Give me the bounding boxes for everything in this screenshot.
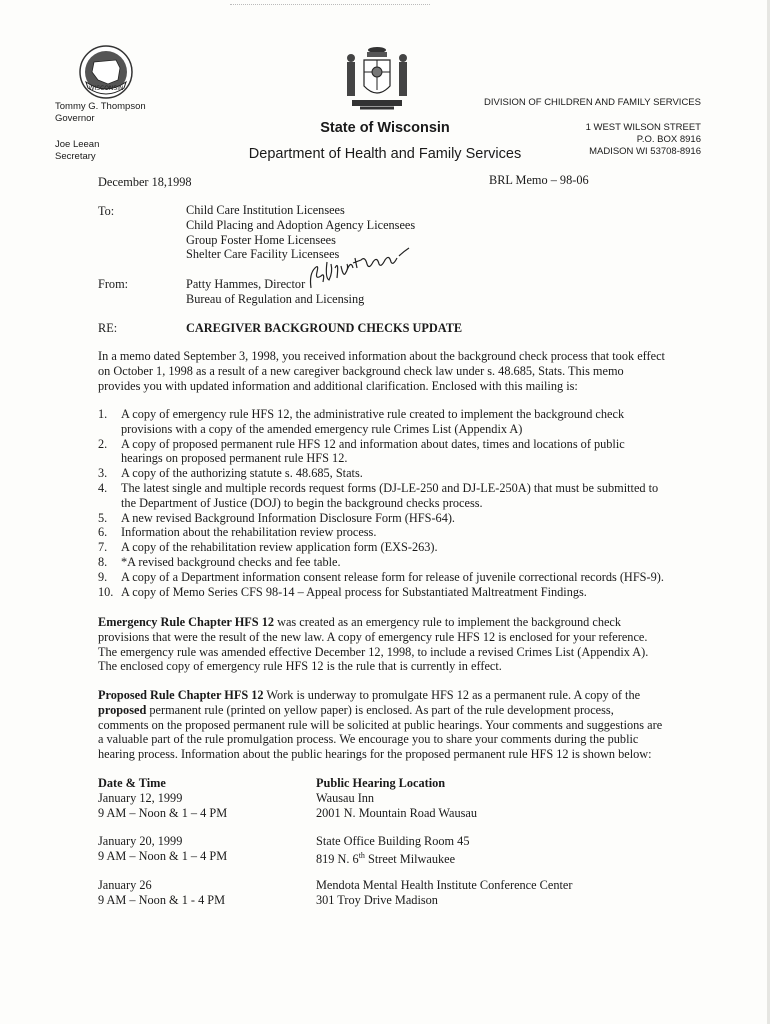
item-text: A copy of the authorizing statute s. 48.685, Stats. xyxy=(121,466,363,481)
from-label: From: xyxy=(98,277,129,291)
col-header-date: Date & Time xyxy=(98,776,166,790)
handwritten-signature xyxy=(305,238,415,296)
hearing-date-time xyxy=(98,834,227,864)
item-number: 7. xyxy=(98,540,108,555)
item-text: A copy of the rehabilitation review application form (EXS-263). xyxy=(121,540,438,555)
item-number: 10. xyxy=(98,584,114,599)
re-label: RE: xyxy=(98,321,118,335)
location-address: 301 Troy Drive Madison xyxy=(316,892,438,907)
hearing-date: January 26 xyxy=(98,878,152,892)
hearing-time: 9 AM – Noon & 1 – 4 PM xyxy=(98,805,228,820)
governor-title: Governor xyxy=(55,113,95,124)
item-number: 9. xyxy=(98,569,108,584)
hearing-location xyxy=(316,834,469,867)
item-text: A new revised Background Information Disclosure Form (HFS-64). xyxy=(121,510,456,525)
item-number: 1. xyxy=(98,407,108,421)
recipient-item: Group Foster Home Licensees xyxy=(186,232,336,247)
address-line-1: 1 WEST WILSON STREET xyxy=(585,122,701,133)
location-address xyxy=(316,849,469,867)
recipient-item: Child Placing and Adoption Agency Licensees xyxy=(186,217,416,232)
item-text: A copy of Memo Series CFS 98-14 – Appeal process for Substantiated Maltreatment Findings. xyxy=(121,584,587,599)
location-address: 2001 N. Mountain Road Wausau xyxy=(316,805,478,820)
emergency-rule-heading: Emergency Rule Chapter HFS 12 xyxy=(98,615,275,629)
hearing-location xyxy=(316,791,477,821)
emergency-rule-body: was created as an emergency rule to implement the background check provisions that were the result of the new law. A copy of emergency rule HFS 12 is enclosed for your reference. The emergency rule was amended effective December 12, 1998, to include a revised Crimes List (Appendix A). The enclosed copy of emergency rule HFS 12 is the rule that is currently in effect. xyxy=(98,615,649,674)
state-seal-icon xyxy=(340,42,414,116)
governor-seal-logo xyxy=(78,44,134,100)
proposed-rule-body-1: Work is underway to promulgate HFS 12 as a permanent rule. A copy of the xyxy=(263,688,641,702)
hearing-date: January 20, 1999 xyxy=(98,834,183,848)
proposed-rule-body-2: permanent rule (printed on yellow paper) is enclosed. As part of the rule development process, comments on the proposed permanent rule will be solicited at public hearings. Your comments and suggestions are a valuable part of the rule promulgation process. We encourage you to share your comments during the public hearing process. Information about the public hearings for the proposed permanent rule HFS 12 is shown below: xyxy=(98,702,663,762)
intro-paragraph: In a memo dated September 3, 1998, you received information about the background check process that took effect on October 1, 1998 as a result of a new caregiver background check law under s. 48.685, Stats. This memo provides you with updated information and additional clarification. Enclosed with this mailing is: xyxy=(98,349,665,393)
address-line-3: MADISON WI 53708-8916 xyxy=(589,146,701,157)
governor-name: Tommy G. Thompson xyxy=(55,101,146,112)
list-item xyxy=(98,585,668,600)
list-item xyxy=(98,466,668,481)
recipient-item: Shelter Care Facility Licensees xyxy=(186,247,340,262)
proposed-rule-paragraph xyxy=(98,688,665,762)
item-number: 8. xyxy=(98,554,108,569)
subject-line: CAREGIVER BACKGROUND CHECKS UPDATE xyxy=(186,321,463,335)
item-number: 4. xyxy=(98,480,108,495)
address-part: 819 N. 6 xyxy=(316,851,359,866)
list-item xyxy=(98,525,668,540)
state-title: State of Wisconsin xyxy=(320,120,450,136)
memo-number: BRL Memo – 98-06 xyxy=(489,173,589,187)
location-name: Mendota Mental Health Institute Conference Center xyxy=(316,878,573,892)
svg-text:WISCONSIN: WISCONSIN xyxy=(88,85,124,92)
enclosure-list xyxy=(98,407,668,599)
list-item xyxy=(98,555,668,570)
hearing-time: 9 AM – Noon & 1 - 4 PM xyxy=(98,892,226,907)
memo-date: December 18,1998 xyxy=(98,175,192,189)
item-number: 6. xyxy=(98,525,108,540)
division-name: DIVISION OF CHILDREN AND FAMILY SERVICES xyxy=(484,97,701,108)
list-item xyxy=(98,437,668,467)
secretary-name: Joe Leean xyxy=(55,139,100,150)
hearing-date-time xyxy=(98,791,227,821)
secretary-title: Secretary xyxy=(55,151,96,162)
list-item xyxy=(98,540,668,555)
item-text: Information about the rehabilitation review process. xyxy=(121,525,377,540)
sender-name: Patty Hammes, Director xyxy=(186,277,306,291)
list-item xyxy=(98,570,668,585)
address-ordinal: th xyxy=(358,850,365,860)
to-label: To: xyxy=(98,204,115,218)
sender-bureau: Bureau of Regulation and Licensing xyxy=(186,291,365,306)
scan-artifact-line xyxy=(230,4,430,6)
address-line-2: P.O. BOX 8916 xyxy=(636,134,701,145)
hearing-date-time xyxy=(98,878,225,908)
item-number: 5. xyxy=(98,510,108,525)
recipient-item: Child Care Institution Licensees xyxy=(186,203,345,217)
item-text: *A revised background checks and fee table. xyxy=(121,554,341,569)
item-text: A copy of proposed permanent rule HFS 12 and information about dates, times and locations of public hearings on proposed permanent rule HFS 12. xyxy=(121,436,625,466)
item-text: The latest single and multiple records request forms (DJ-LE-250 and DJ-LE-250A) that must be submitted to the Department of Justice (DOJ) to begin the background checks process. xyxy=(121,480,659,510)
proposed-rule-heading: Proposed Rule Chapter HFS 12 xyxy=(98,688,264,702)
hearing-date: January 12, 1999 xyxy=(98,791,183,805)
list-item xyxy=(98,481,668,511)
location-name: State Office Building Room 45 xyxy=(316,834,470,848)
list-item xyxy=(98,407,668,437)
item-text: A copy of a Department information consent release form for release of juvenile correctional records (HFS-9). xyxy=(121,569,664,584)
col-header-location: Public Hearing Location xyxy=(316,776,446,790)
list-item xyxy=(98,511,668,526)
item-number: 2. xyxy=(98,436,108,451)
location-name: Wausau Inn xyxy=(316,791,375,805)
hearing-location xyxy=(316,878,572,908)
proposed-bold-word: proposed xyxy=(98,702,147,717)
hearing-time: 9 AM – Noon & 1 – 4 PM xyxy=(98,848,228,863)
item-text: A copy of emergency rule HFS 12, the administrative rule created to implement the background check provisions with a copy of the amended emergency rule Crimes List (Appendix A) xyxy=(121,407,625,436)
emergency-rule-paragraph xyxy=(98,615,665,674)
address-part: Street Milwaukee xyxy=(364,851,456,866)
item-number: 3. xyxy=(98,466,108,481)
department-title: Department of Health and Family Services xyxy=(248,146,522,162)
